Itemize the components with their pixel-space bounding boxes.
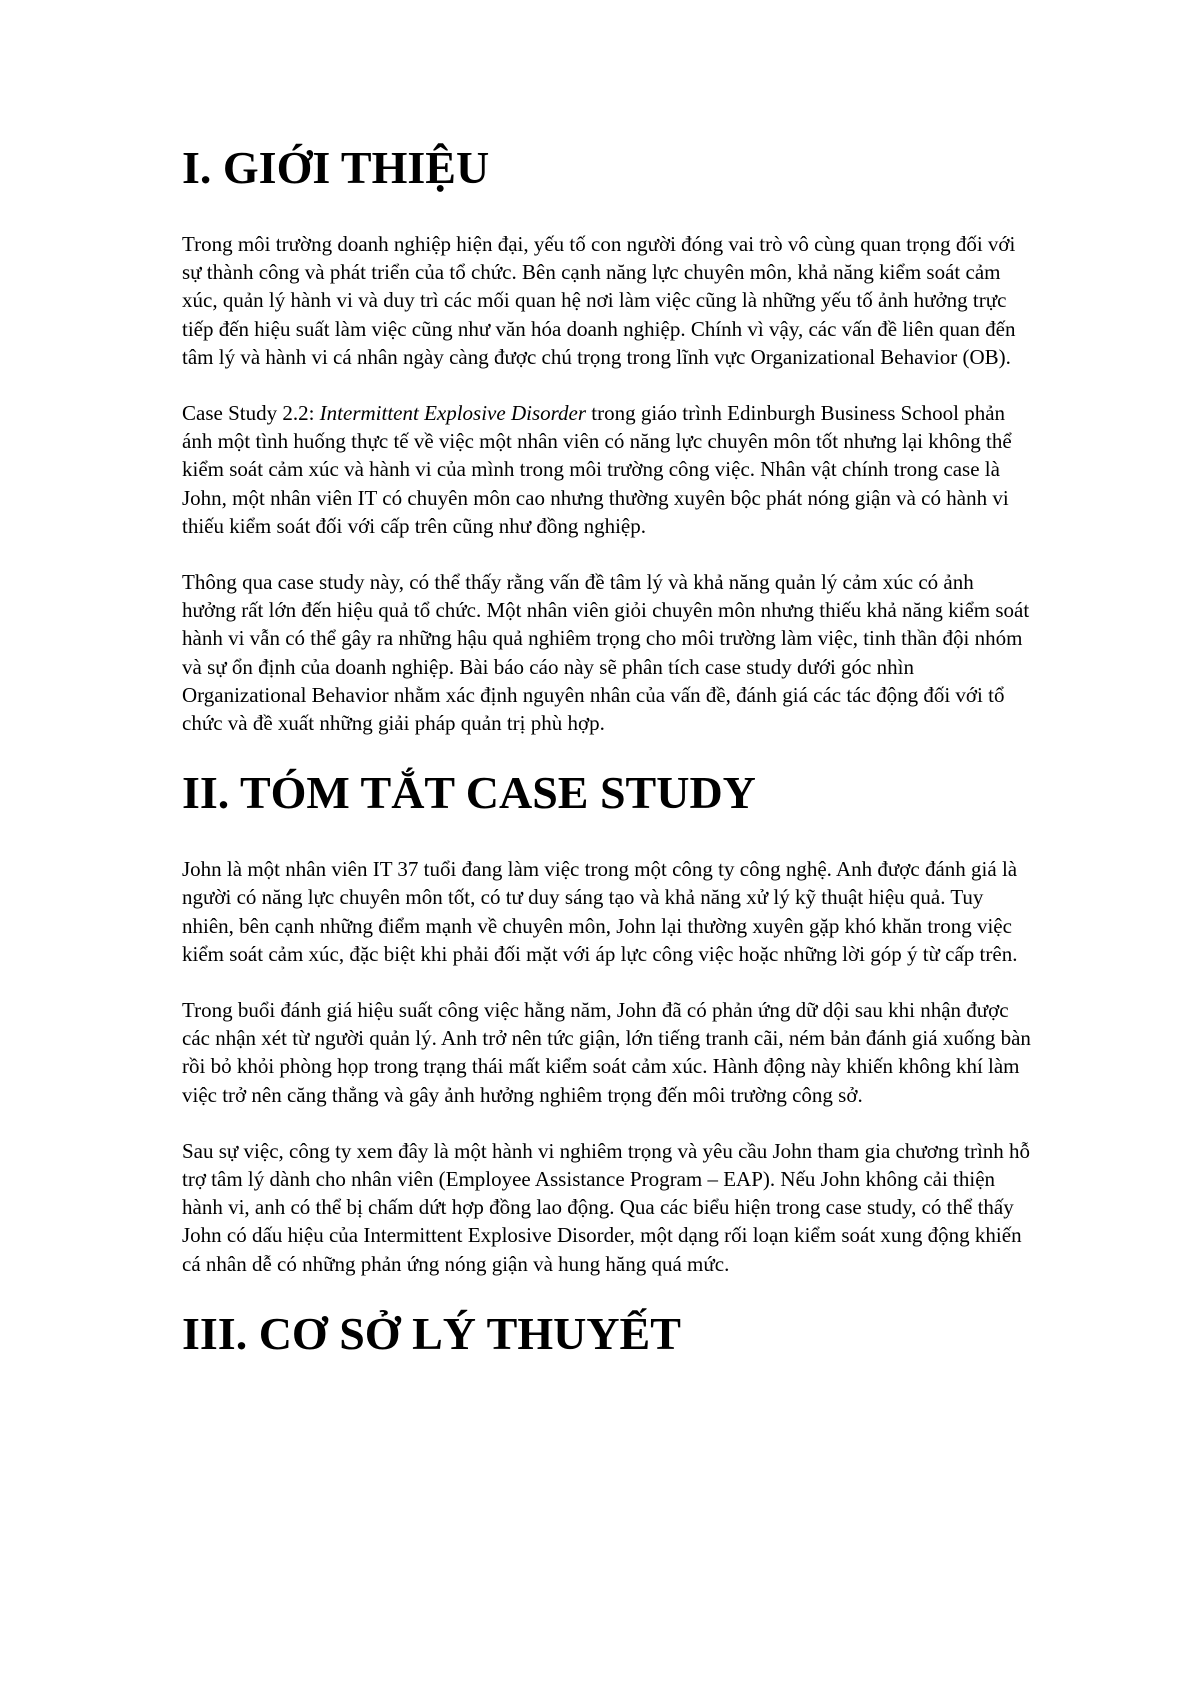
paragraph-summary-1: John là một nhân viên IT 37 tuổi đang làm việc trong một công ty công nghệ. Anh được đánh giá là người có năng lực chuyên môn tốt, có tư duy sáng tạo và khả năng xử lý kỹ thuật hiệu quả. Tuy nhiên, bên cạnh những điểm mạnh về chuyên môn, John lại thường xuyên gặp khó khăn trong việc kiểm soát cảm xúc, đặc biệt khi phải đối mặt với áp lực công việc hoặc những lời góp ý từ cấp trên. [182,857,1018,966]
paragraph-intro-3: Thông qua case study này, có thể thấy rằng vấn đề tâm lý và khả năng quản lý cảm xúc có ảnh hưởng rất lớn đến hiệu quả tổ chức. Một nhân viên giỏi chuyên môn nhưng thiếu khả năng kiểm soát hành vi vẫn có thể gây ra những hậu quả nghiêm trọng cho môi trường làm việc, tinh thần đội nhóm và sự ổn định của doanh nghiệp. Bài báo cáo này sẽ phân tích case study dưới góc nhìn Organizational Behavior nhằm xác định nguyên nhân của vấn đề, đánh giá các tác động đối với tổ chức và đề xuất những giải pháp quản trị phù hợp. [182,570,1030,736]
paragraph-summary-2: Trong buổi đánh giá hiệu suất công việc hằng năm, John đã có phản ứng dữ dội sau khi nhận được các nhận xét từ người quản lý. Anh trở nên tức giận, lớn tiếng tranh cãi, ném bản đánh giá xuống bàn rồi bỏ khỏi phòng họp trong trạng thái mất kiểm soát cảm xúc. Hành động này khiến không khí làm việc trở nên căng thẳng và gây ảnh hưởng nghiêm trọng đến môi trường công sở. [182,998,1031,1107]
case-study-label: Case Study 2.2: [182,401,320,426]
document-content [182,140,1032,1396]
paragraph-intro-1: Trong môi trường doanh nghiệp hiện đại, yếu tố con người đóng vai trò vô cùng quan trọng đối với sự thành công và phát triển của tổ chức. Bên cạnh năng lực chuyên môn, khả năng kiểm soát cảm xúc, quản lý hành vi và duy trì các mối quan hệ nơi làm việc cũng là những yếu tố ảnh hưởng trực tiếp đến hiệu suất làm việc cũng như văn hóa doanh nghiệp. Chính vì vậy, các vấn đề liên quan đến tâm lý và hành vi cá nhân ngày càng được chú trọng trong lĩnh vực Organizational Behavior (OB). [182,232,1016,369]
paragraph-intro-2-text: trong giáo trình Edinburgh Business School phản ánh một tình huống thực tế về việc một nhân viên có năng lực chuyên môn tốt nhưng lại không thể kiểm soát cảm xúc và hành vi của mình trong môi trường công việc. Nhân vật chính trong case là John, một nhân viên IT có chuyên môn cao nhưng thường xuyên bộc phát nóng giận và có hành vi thiếu kiểm soát đối với cấp trên cũng như đồng nghiệp. [182,401,1012,538]
section-heading-theory: III. CƠ SỞ LÝ THUYẾT [182,1307,681,1359]
paragraph-intro-2 [182,399,1032,540]
case-study-title: Intermittent Explosive Disorder [319,401,587,426]
section-heading-case-summary: II. TÓM TẮT CASE STUDY [182,767,756,819]
section-heading-introduction: I. GIỚI THIỆU [182,142,490,193]
paragraph-summary-3: Sau sự việc, công ty xem đây là một hành vi nghiêm trọng và yêu cầu John tham gia chương trình hỗ trợ tâm lý dành cho nhân viên (Employee Assistance Program – EAP). Nếu John không cải thiện hành vi, anh có thể bị chấm dứt hợp đồng lao động. Qua các biểu hiện trong case study, có thể thấy John có dấu hiệu của Intermittent Explosive Disorder, một dạng rối loạn kiểm soát xung động khiến cá nhân dễ có những phản ứng nóng giận và hung hăng quá mức. [182,1138,1031,1276]
